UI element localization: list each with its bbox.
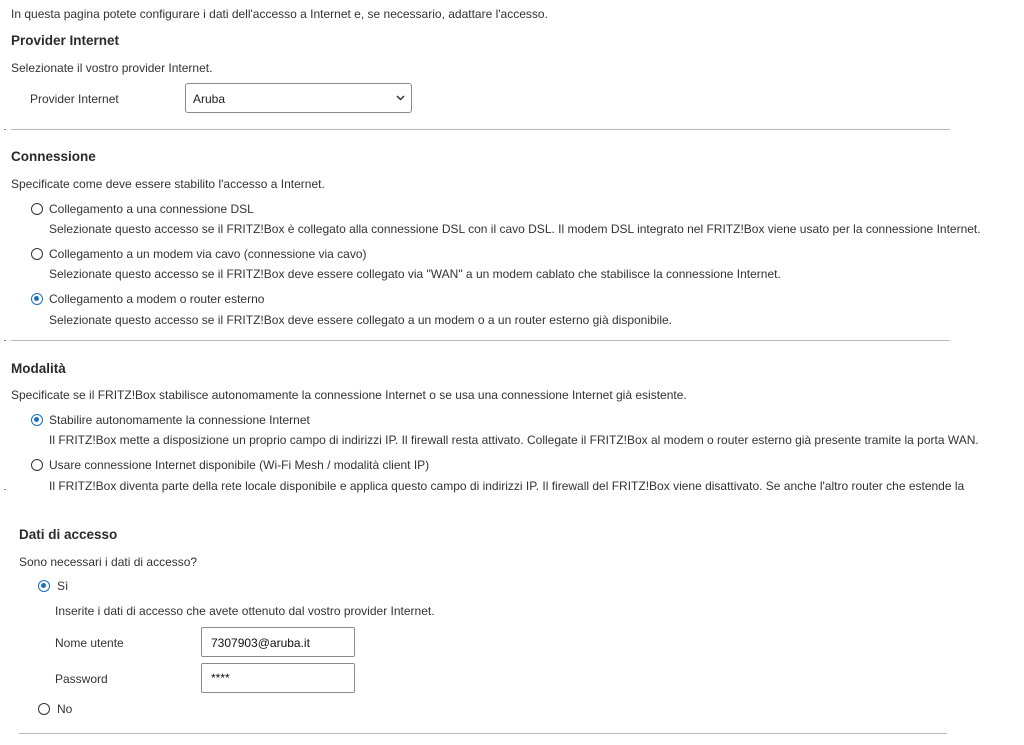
- access-yes-description: Inserite i dati di accesso che avete ottenuto dal vostro provider Internet.: [55, 604, 435, 618]
- mode-option-autonomous-label[interactable]: Stabilire autonomamente la connessione Internet: [49, 413, 310, 427]
- provider-select[interactable]: [185, 83, 412, 113]
- connection-option-cable-label[interactable]: Collegamento a un modem via cavo (connessione via cavo): [49, 247, 367, 261]
- connection-option-external-description: Selezionate questo accesso se il FRITZ!Box deve essere collegato a un modem o a un router esterno già disponibile.: [49, 313, 673, 327]
- mode-option-existing-description: Il FRITZ!Box diventa parte della rete locale disponibile e applica questo campo di indirizzi IP. Il firewall del FRITZ!Box viene disattivato. Se anche l'altro router che estende la: [49, 479, 965, 493]
- chevron-down-icon: [396, 95, 405, 101]
- mode-option-autonomous-radio[interactable]: [31, 414, 43, 426]
- provider-description: Selezionate il vostro provider Internet.: [11, 61, 213, 75]
- divider: [11, 129, 950, 130]
- connection-option-dsl-label[interactable]: Collegamento a una connessione DSL: [49, 202, 254, 216]
- access-yes-radio[interactable]: [38, 580, 50, 592]
- scroll-clip: [0, 473, 1024, 503]
- connection-option-external-label[interactable]: Collegamento a modem o router esterno: [49, 292, 265, 306]
- username-value: 7307903@aruba.it: [211, 636, 310, 650]
- mode-option-existing-label[interactable]: Usare connessione Internet disponibile (Wi-Fi Mesh / modalità client IP): [49, 458, 430, 472]
- divider: [19, 733, 947, 734]
- password-value: ****: [211, 671, 230, 685]
- intro-text: In questa pagina potete configurare i dati dell'accesso a Internet e, se necessario, adattare l'accesso.: [11, 7, 548, 21]
- provider-section-title: Provider Internet: [11, 33, 120, 48]
- connection-section-title: Connessione: [11, 149, 96, 164]
- connection-option-external-radio[interactable]: [31, 293, 43, 305]
- divider-marker: [4, 129, 6, 130]
- connection-option-cable-radio[interactable]: [31, 248, 43, 260]
- mode-option-autonomous-description: Il FRITZ!Box mette a disposizione un proprio campo di indirizzi IP. Il firewall resta attivato. Collegate il FRITZ!Box al modem o router esterno già presente tramite la porta WAN.: [49, 433, 979, 447]
- username-label: Nome utente: [55, 636, 124, 650]
- mode-description: Specificate se il FRITZ!Box stabilisce autonomamente la connessione Internet o se usa una connessione Internet già esistente.: [11, 388, 687, 402]
- provider-field-label: Provider Internet: [30, 92, 119, 106]
- connection-option-dsl-description: Selezionate questo accesso se il FRITZ!Box è collegato alla connessione DSL con il cavo DSL. Il modem DSL integrato nel FRITZ!Box viene usato per la connessione Internet.: [49, 222, 981, 236]
- divider-marker: [4, 340, 6, 341]
- provider-select-value: Aruba: [193, 92, 226, 106]
- connection-option-dsl-radio[interactable]: [31, 203, 43, 215]
- connection-description: Specificate come deve essere stabilito l'accesso a Internet.: [11, 177, 325, 191]
- divider: [11, 340, 950, 341]
- connection-option-cable-description: Selezionate questo accesso se il FRITZ!Box deve essere collegato via "WAN" a un modem cablato che stabilisce la connessione Internet.: [49, 267, 781, 281]
- password-input[interactable]: [201, 663, 355, 693]
- access-section-title: Dati di accesso: [19, 527, 118, 542]
- password-label: Password: [55, 672, 108, 686]
- access-no-radio[interactable]: [38, 703, 50, 715]
- mode-option-existing-radio[interactable]: [31, 459, 43, 471]
- username-input[interactable]: [201, 627, 355, 657]
- access-question: Sono necessari i dati di accesso?: [19, 555, 198, 569]
- access-yes-label[interactable]: Sì: [57, 579, 69, 593]
- mode-section-title: Modalità: [11, 361, 66, 376]
- divider-marker: [4, 489, 6, 490]
- access-no-label[interactable]: No: [57, 702, 73, 716]
